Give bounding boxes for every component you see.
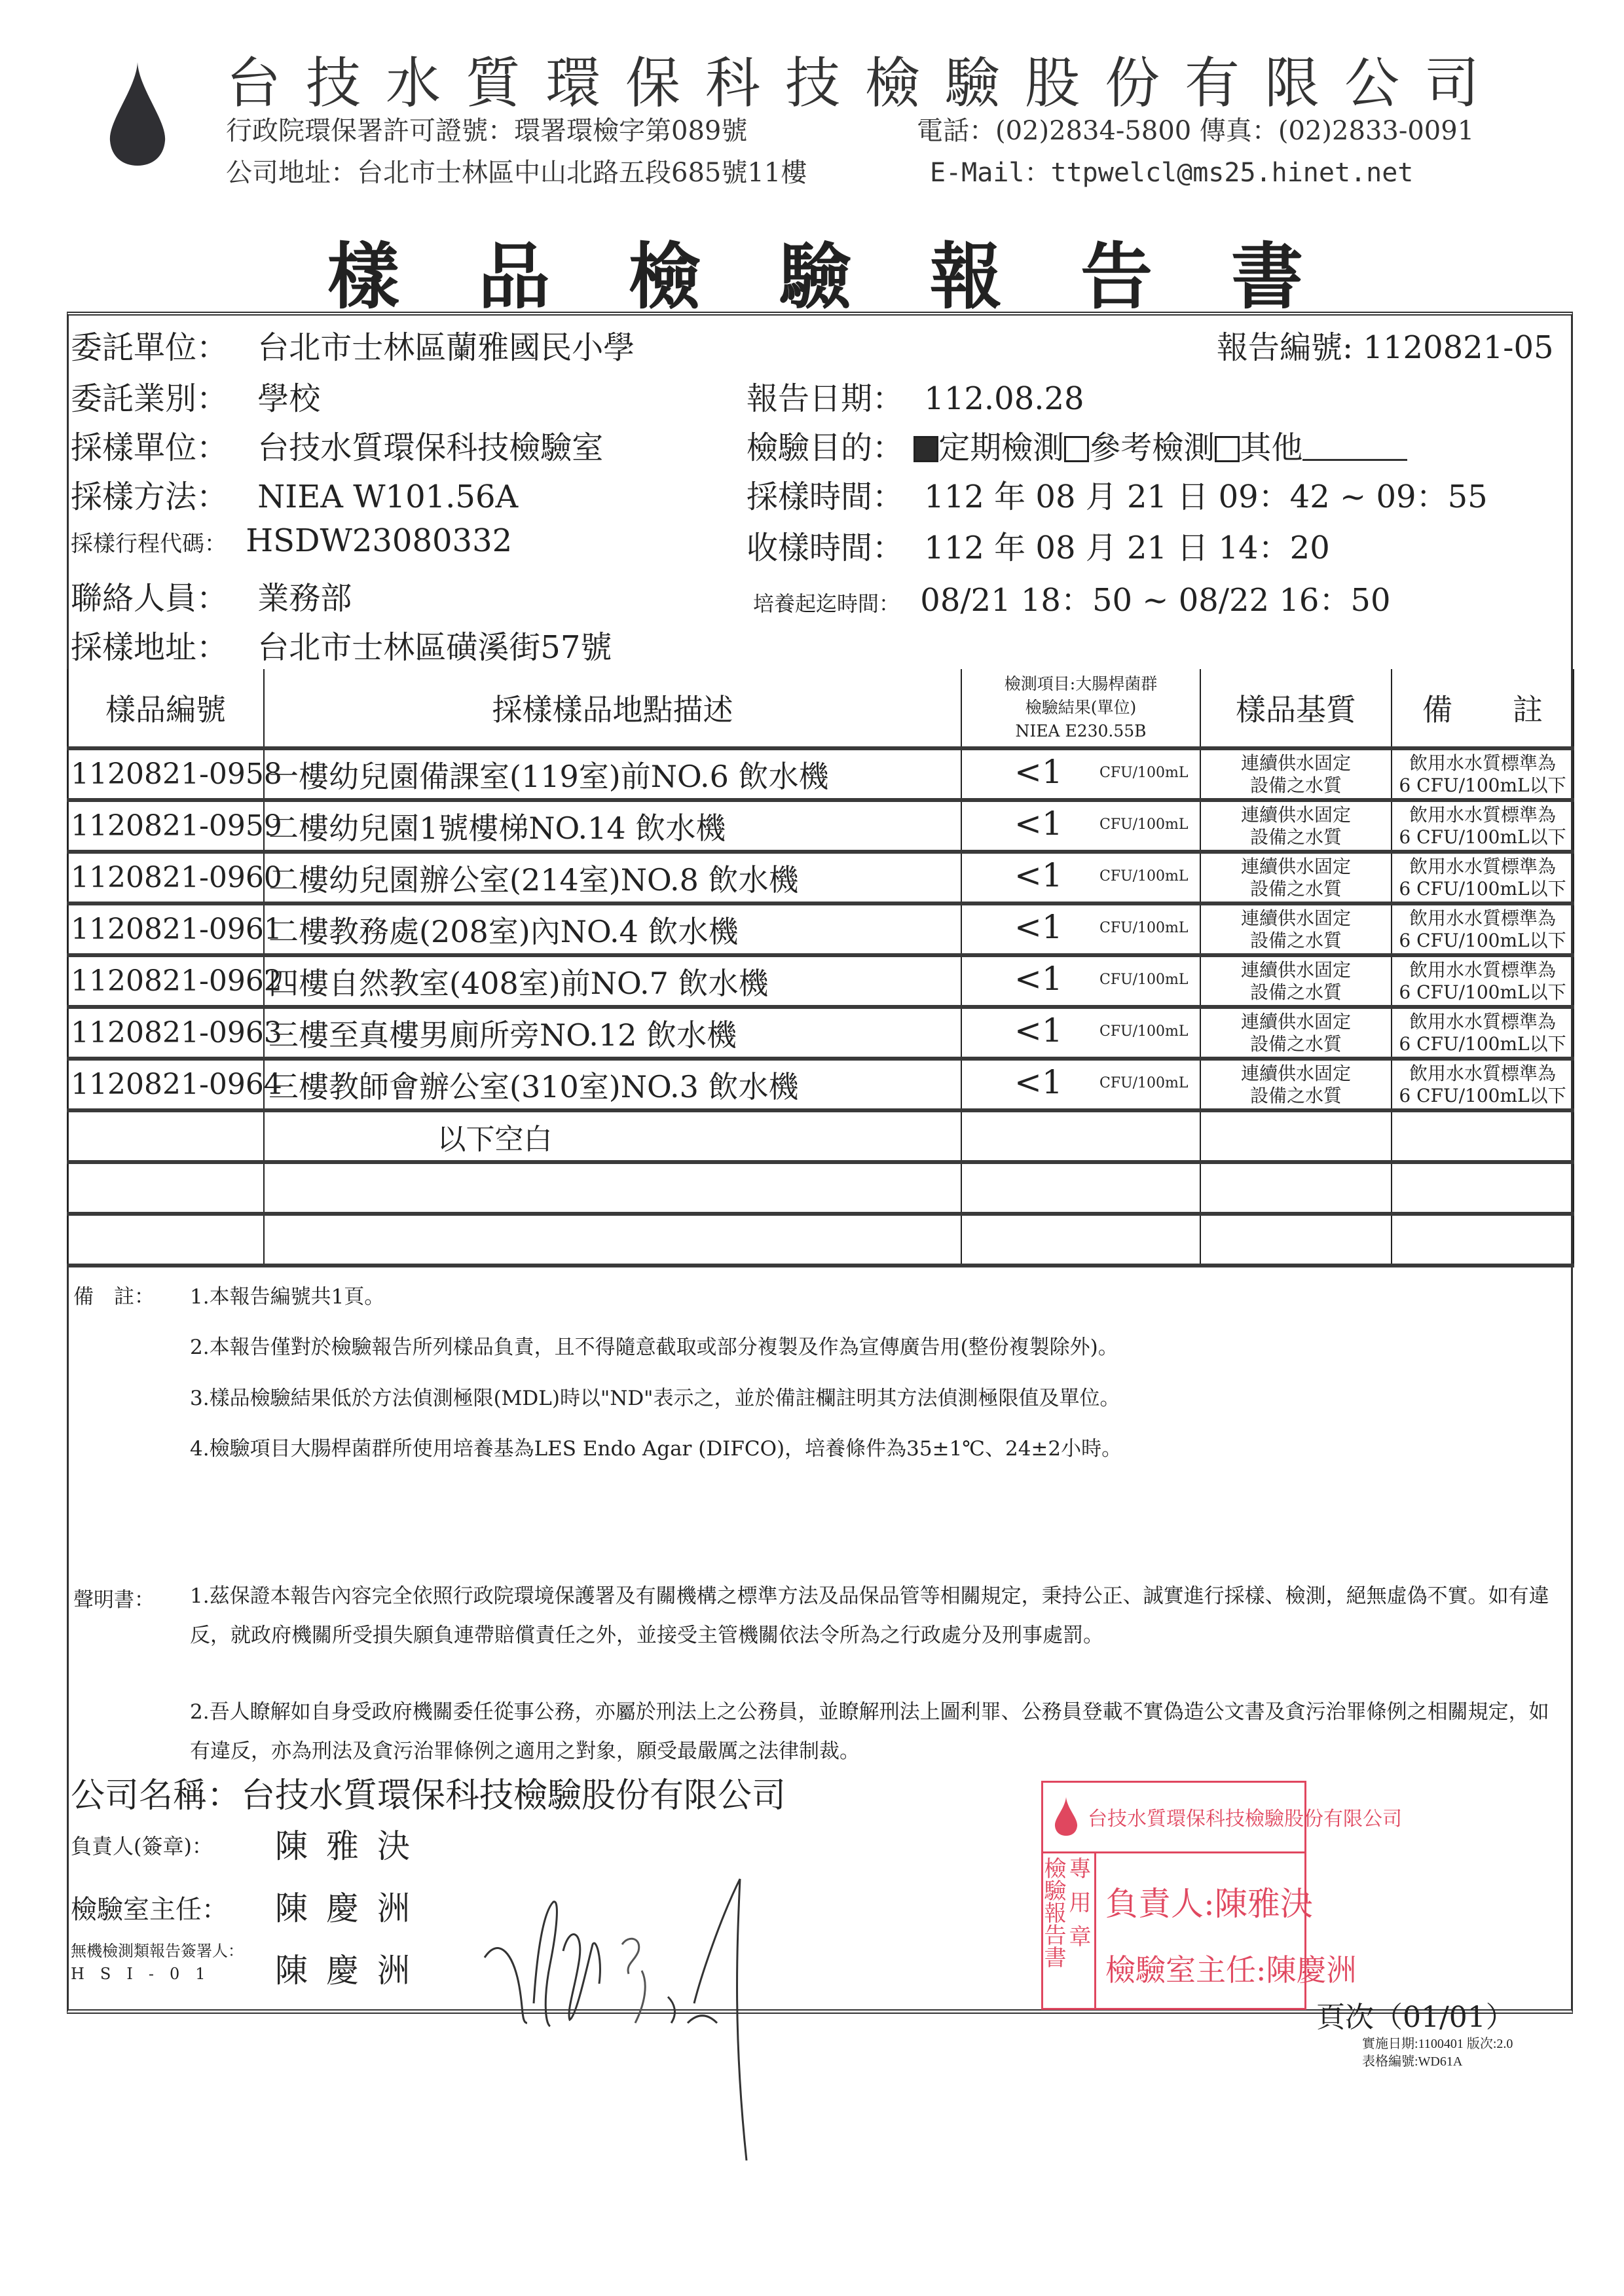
result-cell — [961, 903, 1200, 955]
header-matrix: 樣品基質 — [1200, 669, 1392, 748]
matrix-line: 設備之水質 — [1249, 929, 1342, 951]
table-row — [67, 748, 1574, 800]
sampling-unit-label: 採樣單位： — [71, 429, 229, 466]
results-table — [67, 669, 1574, 1267]
remark-line: 6 CFU/100mL以下 — [1399, 1032, 1566, 1055]
remark-line: 6 CFU/100mL以下 — [1399, 981, 1566, 1003]
report-number-row — [1217, 322, 1554, 367]
remark-line: 6 CFU/100mL以下 — [1399, 929, 1566, 951]
address-label: 採樣地址： — [71, 629, 229, 666]
purpose-row — [747, 422, 1407, 467]
remark-line: 6 CFU/100mL以下 — [1399, 774, 1566, 796]
culture-time-row — [753, 575, 1391, 620]
stamp-header — [1043, 1783, 1402, 1853]
table-header-row — [67, 669, 1574, 748]
result-unit: CFU/100mL — [1099, 765, 1189, 781]
sampling-unit-row — [71, 422, 603, 467]
sample-location: 二樓教務處(208室)內NO.4 飲水機 — [264, 903, 961, 955]
receive-time-value: 112 年 08 月 21 日 14：20 — [924, 530, 1330, 566]
declaration-label: 聲明書： — [73, 1588, 155, 1612]
report-title: 樣品檢驗報告書 — [327, 234, 1382, 319]
sample-id: 1120821-0960 — [67, 852, 264, 903]
declaration-item: 1.茲保證本報告內容完全依照行政院環境保護署及有關機構之標準方法及品保品管等相關規定，秉持公正、誠實進行採樣、檢測，絕無虛偽不實。如有違反，就政府機關所受損失願負連帶賠償責任之外，並接受主管機關依法令所為之行政處分及刑事處罰。 — [190, 1584, 1549, 1647]
blank-cell — [1392, 1110, 1574, 1162]
blank-marker: 以下空白 — [264, 1110, 961, 1162]
header-result-item: 檢測項目:大腸桿菌群 — [1004, 674, 1158, 693]
table-row — [67, 903, 1574, 955]
blank-cell — [961, 1162, 1200, 1214]
result-cell — [961, 800, 1200, 852]
matrix-cell — [1200, 852, 1392, 903]
remark-line: 飲用水水質標準為 — [1409, 958, 1556, 981]
company-seal-stamp — [1040, 1781, 1402, 2010]
remark-line: 飲用水水質標準為 — [1409, 1010, 1556, 1032]
purpose-checkbox-regular[interactable] — [913, 436, 938, 462]
blank-cell — [1392, 1162, 1574, 1214]
culture-time-label: 培養起迄時間： — [753, 591, 900, 616]
sample-id: 1120821-0961 — [67, 903, 264, 955]
remark-cell — [1392, 800, 1574, 852]
purpose-option-other: 其他 — [1240, 429, 1303, 466]
matrix-line: 設備之水質 — [1249, 877, 1342, 900]
header-remark: 備 註 — [1392, 669, 1574, 748]
form-number: 表格編號:WD61A — [1362, 2054, 1463, 2069]
matrix-line: 連續供水固定 — [1240, 1010, 1351, 1032]
receive-time-label: 收樣時間： — [747, 530, 904, 566]
remark-cell — [1392, 903, 1574, 955]
report-date-label: 報告日期： — [747, 380, 904, 417]
matrix-line: 連續供水固定 — [1240, 1062, 1351, 1084]
report-number-label: 報告編號: — [1217, 329, 1354, 366]
client-type-row — [71, 373, 320, 418]
sample-location: 四樓自然教室(408室)前NO.7 飲水機 — [264, 955, 961, 1007]
blank-cell — [67, 1110, 264, 1162]
sample-location: 二樓幼兒園辦公室(214室)NO.8 飲水機 — [264, 852, 961, 903]
sample-id: 1120821-0959 — [67, 800, 264, 852]
remark-line: 6 CFU/100mL以下 — [1399, 877, 1566, 900]
matrix-cell — [1200, 903, 1392, 955]
matrix-line: 設備之水質 — [1249, 826, 1342, 848]
header-result — [961, 669, 1200, 748]
blank-cell — [1200, 1162, 1392, 1214]
company-address: 公司地址：台北市士林區中山北路五段685號11樓 — [226, 158, 807, 188]
result-cell — [961, 1059, 1200, 1110]
license-number: 行政院環保署許可證號：環署環檢字第089號 — [226, 116, 748, 146]
remark-line: 飲用水水質標準為 — [1409, 907, 1556, 929]
report-number-value: 1120821-05 — [1363, 329, 1554, 366]
page-number: 頁次（01/01） — [1316, 2001, 1515, 2034]
address-value: 台北市士林區磺溪街57號 — [257, 629, 612, 666]
matrix-line: 連續供水固定 — [1240, 907, 1351, 929]
header-location: 採樣樣品地點描述 — [264, 669, 961, 748]
remark-line: 飲用水水質標準為 — [1409, 752, 1556, 774]
sample-id: 1120821-0958 — [67, 748, 264, 800]
matrix-line: 連續供水固定 — [1240, 803, 1351, 826]
blank-cell — [961, 1214, 1200, 1266]
sample-location: 三樓教師會辦公室(310室)NO.3 飲水機 — [264, 1059, 961, 1110]
contact-row — [71, 573, 352, 618]
purpose-label: 檢驗目的： — [747, 429, 904, 466]
blank-cell — [67, 1214, 264, 1266]
table-row — [67, 1059, 1574, 1110]
trip-code-value: HSDW23080332 — [246, 522, 513, 559]
result-unit: CFU/100mL — [1099, 868, 1189, 884]
blank-row — [67, 1162, 1574, 1214]
other-blank-line — [1302, 434, 1407, 461]
address-row — [71, 622, 612, 667]
note-item: 4.檢驗項目大腸桿菌群所使用培養基為LES Endo Agar (DIFCO)，培養條件為35±1℃、24±2小時。 — [190, 1437, 1122, 1461]
declaration-item: 2.吾人瞭解如自身受政府機關委任從事公務，亦屬於刑法上之公務員，並瞭解刑法上圖利罪、公務員登載不實偽造公文書及貪污治罪條例之相關規定，如有違反，亦為刑法及貪污治罪條例之適用之對象，願受最嚴厲之法律制裁。 — [190, 1700, 1549, 1763]
sampling-time-value: 112 年 08 月 21 日 09：42 ~ 09：55 — [924, 479, 1488, 515]
method-label: 採樣方法： — [71, 479, 229, 515]
matrix-line: 設備之水質 — [1249, 1032, 1342, 1055]
header-result-unit: 檢驗結果(單位) — [1025, 698, 1137, 717]
report-date-value: 112.08.28 — [924, 380, 1084, 417]
blank-cell — [264, 1214, 961, 1266]
result-value: <1 — [1014, 805, 1063, 843]
stamp-lab-director: 檢驗室主任:陳慶洲 — [1105, 1952, 1357, 1988]
matrix-line: 連續供水固定 — [1240, 752, 1351, 774]
stamp-side-text-1: 檢驗報告書 — [1040, 1857, 1066, 1968]
sampling-time-row — [747, 471, 1488, 517]
result-value: <1 — [1014, 1011, 1063, 1049]
table-row — [67, 800, 1574, 852]
remark-line: 飲用水水質標準為 — [1409, 855, 1556, 877]
report-date-row — [747, 373, 1084, 418]
result-value: <1 — [1014, 856, 1063, 894]
sample-location: 二樓幼兒園1號樓梯NO.14 飲水機 — [264, 800, 961, 852]
result-cell — [961, 1007, 1200, 1059]
result-cell — [961, 748, 1200, 800]
result-value: <1 — [1014, 960, 1063, 998]
effective-date: 實施日期:1100401 版次:2.0 — [1362, 2037, 1513, 2051]
client-type-value: 學校 — [257, 380, 321, 417]
purpose-checkbox-reference[interactable] — [1064, 436, 1089, 462]
signatory-code: H S I - 0 1 — [71, 1965, 206, 1983]
remark-cell — [1392, 748, 1574, 800]
client-label: 委託單位： — [71, 329, 229, 366]
matrix-cell — [1200, 1059, 1392, 1110]
culture-time-value: 08/21 18：50 ~ 08/22 16：50 — [920, 582, 1391, 619]
result-value: <1 — [1014, 908, 1063, 946]
lab-director-label: 檢驗室主任： — [71, 1895, 228, 1925]
result-unit: CFU/100mL — [1099, 816, 1189, 833]
contact-value: 業務部 — [257, 580, 352, 617]
trip-code-row — [71, 522, 512, 559]
matrix-cell — [1200, 955, 1392, 1007]
sampling-unit-value: 台技水質環保科技檢驗室 — [257, 429, 604, 466]
note-item: 1.本報告編號共1頁。 — [190, 1285, 385, 1309]
purpose-option-regular: 定期檢測 — [938, 429, 1065, 466]
remark-line: 6 CFU/100mL以下 — [1399, 1084, 1566, 1106]
method-value: NIEA W101.56A — [257, 479, 519, 515]
matrix-line: 設備之水質 — [1249, 1084, 1342, 1106]
signatory-label: 無機檢測類報告簽署人： — [71, 1942, 244, 1960]
blank-cell — [961, 1110, 1200, 1162]
matrix-line: 連續供水固定 — [1240, 855, 1351, 877]
table-row — [67, 955, 1574, 1007]
notes-label: 備 註： — [73, 1285, 155, 1309]
client-row — [71, 322, 635, 367]
trip-code-label: 採樣行程代碼： — [71, 531, 227, 557]
stamp-side-text-2: 專用章 — [1065, 1857, 1091, 1959]
sample-id: 1120821-0963 — [67, 1007, 264, 1059]
blank-cell — [67, 1162, 264, 1214]
purpose-option-reference: 參考檢測 — [1089, 429, 1215, 466]
table-row — [67, 852, 1574, 903]
signatory-name: 陳慶洲 — [275, 1952, 428, 1990]
contact-label: 聯絡人員： — [71, 580, 229, 617]
sample-id: 1120821-0964 — [67, 1059, 264, 1110]
phone-fax: 電話：(02)2834-5800 傳真：(02)2833-0091 — [917, 116, 1475, 146]
sample-location: 三樓至真樓男廁所旁NO.12 飲水機 — [264, 1007, 961, 1059]
matrix-line: 設備之水質 — [1249, 981, 1342, 1003]
matrix-line: 設備之水質 — [1249, 774, 1342, 796]
blank-cell — [1200, 1214, 1392, 1266]
remark-cell — [1392, 1007, 1574, 1059]
stamp-water-drop-icon — [1052, 1797, 1080, 1836]
company-name: 台技水質環保科技檢驗股份有限公司 — [226, 51, 1505, 115]
note-item: 2.本報告僅對於檢驗報告所列樣品負責，且不得隨意截取或部分複製及作為宣傳廣告用(整份複製除外)。 — [190, 1336, 1118, 1359]
remark-line: 飲用水水質標準為 — [1409, 803, 1556, 826]
result-unit: CFU/100mL — [1099, 1023, 1189, 1040]
handwritten-signature — [471, 1872, 864, 2167]
stamp-company: 台技水質環保科技檢驗股份有限公司 — [1088, 1808, 1402, 1831]
method-row — [71, 471, 518, 517]
matrix-cell — [1200, 748, 1392, 800]
remark-cell — [1392, 852, 1574, 903]
matrix-cell — [1200, 1007, 1392, 1059]
sample-id: 1120821-0962 — [67, 955, 264, 1007]
stamp-responsible: 負責人:陳雅決 — [1105, 1885, 1313, 1923]
remark-line: 飲用水水質標準為 — [1409, 1062, 1556, 1084]
remark-cell — [1392, 1059, 1574, 1110]
header-sample-id: 樣品編號 — [67, 669, 264, 748]
blank-cell — [1392, 1214, 1574, 1266]
result-value: <1 — [1014, 1063, 1063, 1101]
result-unit: CFU/100mL — [1099, 972, 1189, 988]
company-email: E-Mail：ttpwelcl@ms25.hinet.net — [930, 158, 1414, 188]
blank-cell — [264, 1162, 961, 1214]
result-cell — [961, 955, 1200, 1007]
water-drop-icon — [105, 62, 170, 167]
responsible-label: 負責人(簽章)： — [71, 1834, 213, 1859]
result-unit: CFU/100mL — [1099, 920, 1189, 936]
result-unit: CFU/100mL — [1099, 1075, 1189, 1091]
result-value: <1 — [1014, 753, 1063, 791]
remark-line: 6 CFU/100mL以下 — [1399, 826, 1566, 848]
receive-time-row — [747, 522, 1330, 568]
client-type-label: 委託業別： — [71, 380, 229, 417]
blank-cell — [1200, 1110, 1392, 1162]
sampling-time-label: 採樣時間： — [747, 479, 904, 515]
blank-row — [67, 1110, 1574, 1162]
matrix-cell — [1200, 800, 1392, 852]
sample-location: 一樓幼兒園備課室(119室)前NO.6 飲水機 — [264, 748, 961, 800]
purpose-checkbox-other[interactable] — [1215, 436, 1240, 462]
remark-cell — [1392, 955, 1574, 1007]
company-name-signoff: 公司名稱：台技水質環保科技檢驗股份有限公司 — [71, 1776, 786, 1815]
header-result-method: NIEA E230.55B — [1015, 721, 1147, 740]
matrix-line: 連續供水固定 — [1240, 958, 1351, 981]
table-row — [67, 1007, 1574, 1059]
note-item: 3.樣品檢驗結果低於方法偵測極限(MDL)時以"ND"表示之，並於備註欄註明其方法偵測極限值及單位。 — [190, 1387, 1120, 1410]
blank-row — [67, 1214, 1574, 1266]
result-cell — [961, 852, 1200, 903]
responsible-name: 陳雅決 — [275, 1827, 428, 1865]
lab-director-name: 陳慶洲 — [275, 1889, 428, 1927]
stamp-side-panel — [1040, 1851, 1096, 2008]
client-value: 台北市士林區蘭雅國民小學 — [257, 329, 635, 366]
